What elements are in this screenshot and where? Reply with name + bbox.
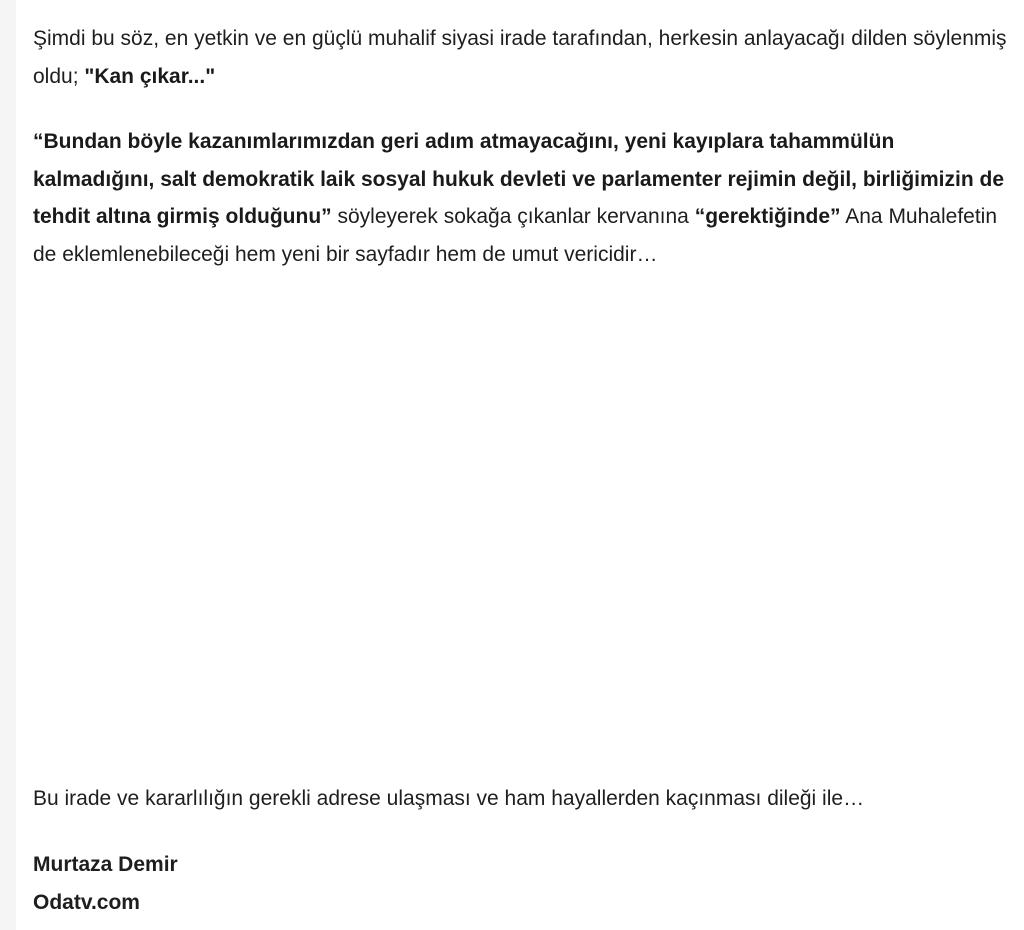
paragraph-3 — [33, 780, 1018, 818]
paragraph-2-text: söyleyerek sokağa çıkanlar kervanına — [331, 205, 695, 228]
paragraph-2-text-end: Ana Muhalefetin de eklemlenebileceği hem yeni bir sayfadır hem de umut vericidir… — [33, 205, 998, 266]
author-name: Murtaza Demir — [33, 853, 178, 876]
page-background — [16, 0, 1024, 930]
paragraph-1 — [33, 20, 1018, 95]
paragraph-1-text: Şimdi bu söz, en yetkin ve en güçlü muhalif siyasi irade tarafından, herkesin anlayacağı dilden söylenmiş oldu; — [33, 27, 1007, 88]
signature — [33, 846, 1018, 921]
paragraph-1-bold-quote: "Kan çıkar..." — [84, 64, 216, 88]
paragraph-2 — [33, 123, 1018, 273]
paragraph-2-bold-quote: “Bundan böyle kazanımlarımızdan geri adım atmayacağını, yeni kayıplara tahammülün kalmadığını, salt demokratik laik sosyal hukuk devleti ve parlamenter rejimin değil, birliğimizin de tehdit altına girmiş olduğunu” — [33, 130, 1004, 228]
paragraph-2-bold-word: “gerektiğinde” — [694, 205, 841, 228]
source-name: Odatv.com — [33, 890, 140, 914]
paragraph-3-text: Bu irade ve kararlılığın gerekli adrese ulaşması ve ham hayallerden kaçınması dileği ile… — [33, 787, 865, 810]
